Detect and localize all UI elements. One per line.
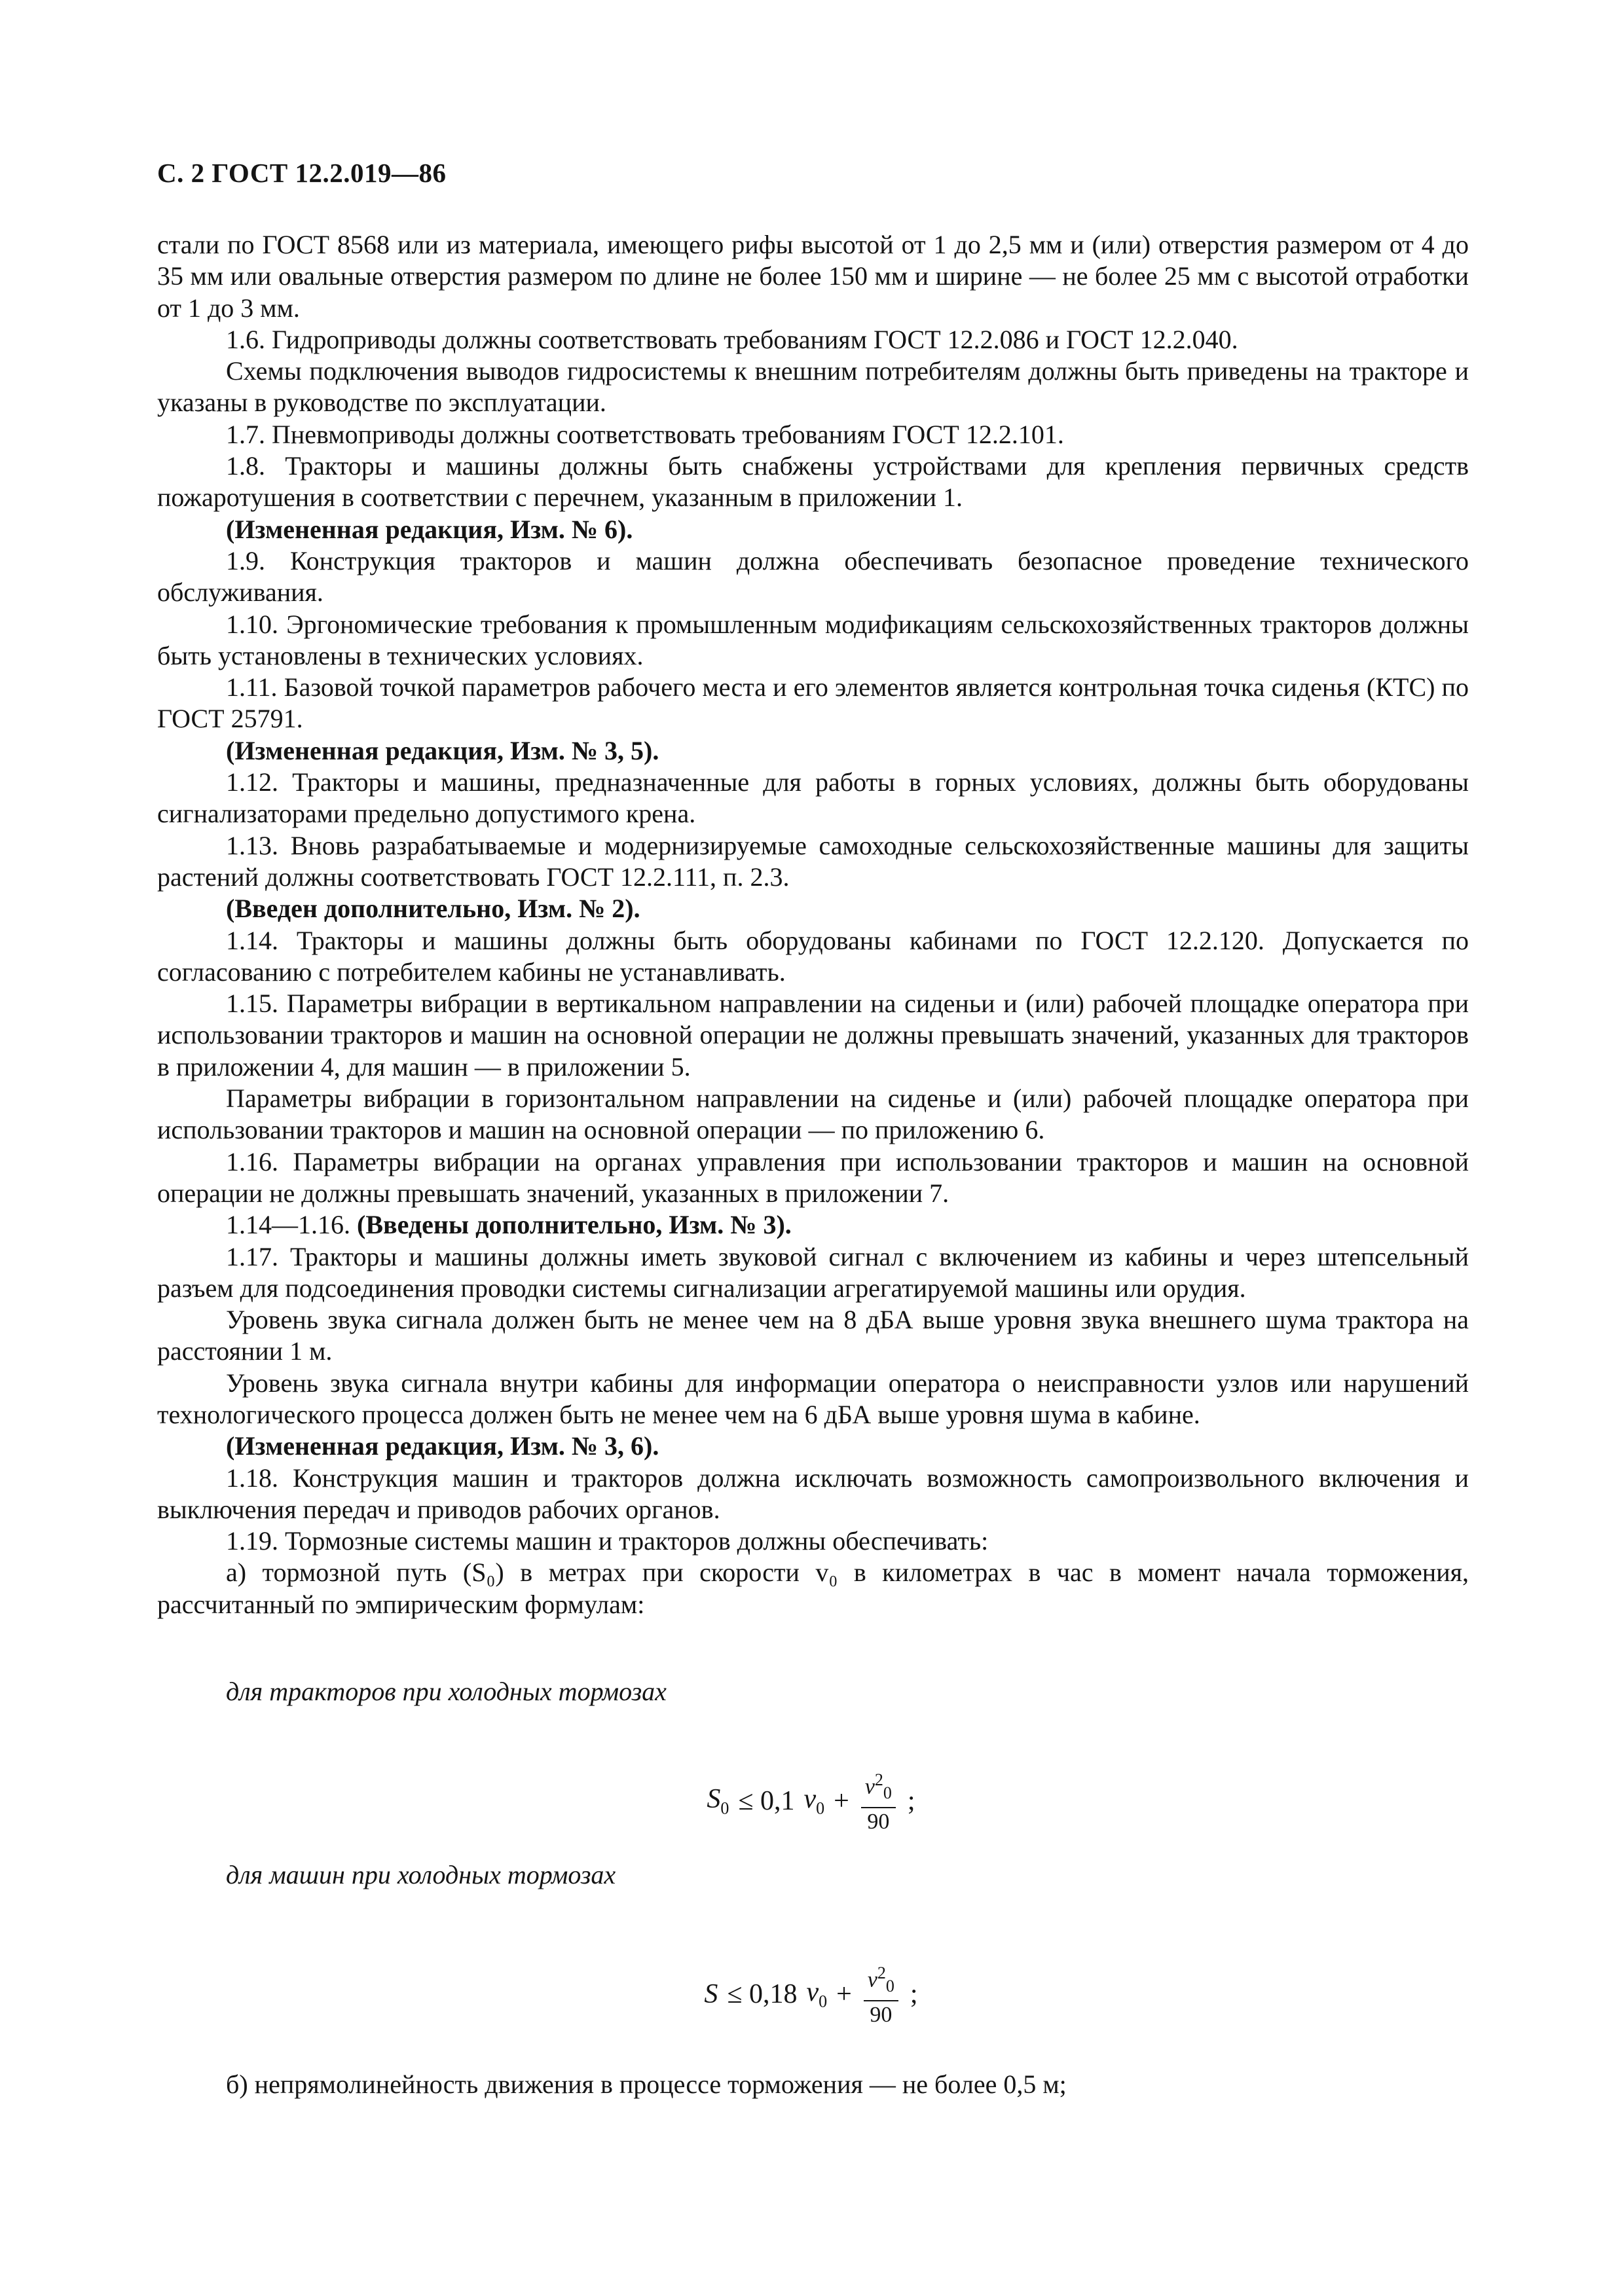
paragraph: Уровень звука сигнала должен быть не менее чем на 8 дБА выше уровня звука внешнего шума трактора на расстоянии 1 м. bbox=[157, 1305, 1469, 1366]
paragraph: 1.16. Параметры вибрации на органах управления при использовании тракторов и машин на основной операции не должны превышать значений, указанных в приложении 7. bbox=[157, 1146, 1469, 1208]
fraction: $\frac{v^2_0}{90}$ bbox=[861, 1768, 896, 1834]
paragraph: 1.15. Параметры вибрации в вертикальном направлении на сиденьи и (или) рабочей площадке оператора при использовании тракторов и машин на основной операции не должны превышать значений, указанных для тракторов в приложении 4, для машин — в приложении 5. bbox=[157, 989, 1469, 1082]
formula-caption: для тракторов при холодных тормозах bbox=[226, 1677, 667, 1706]
formula-machine: S ≤ 0,18 $v_0$ + $\frac{v^2_0}{90}$ ; bbox=[0, 1961, 1622, 2028]
paragraph: а) тормозной путь (S₀) в метрах при скорости v₀ в километрах в час в момент начала торможения, рассчитанный по эмпирическим формулам: bbox=[157, 1558, 1469, 1619]
paragraph: б) непрямолинейность движения в процессе торможения — не более 0,5 м; bbox=[226, 2069, 1067, 2099]
paragraph: 1.14. Тракторы и машины должны быть оборудованы кабинами по ГОСТ 12.2.120. Допускается по согласованию с потребителем кабины не устанавливать. bbox=[157, 925, 1469, 987]
amendment-note: (Измененная редакция, Изм. № 6). bbox=[226, 514, 633, 544]
paragraph: Параметры вибрации в горизонтальном направлении на сиденье и (или) рабочей площадке оператора при использовании тракторов и машин на основной операции — по приложению 6. bbox=[157, 1084, 1469, 1145]
paragraph: стали по ГОСТ 8568 или из материала, имеющего рифы высотой от 1 до 2,5 мм и (или) отверстия размером от 4 до 35 мм или овальные отверстия размером по длине не более 150 мм и ширине — не более 25 мм с высотой отработки от 1 до 3 мм. bbox=[157, 230, 1469, 323]
paragraph: 1.13. Вновь разрабатываемые и модернизируемые самоходные сельскохозяйственные машины для защиты растений должны соответствовать ГОСТ 12.2.111, п. 2.3. bbox=[157, 830, 1469, 892]
fraction: $\frac{v^2_0}{90}$ bbox=[864, 1961, 898, 2028]
amendment-note: (Введены дополнительно, Изм. № 3). bbox=[357, 1210, 792, 1240]
formula-caption: для машин при холодных тормозах bbox=[226, 1860, 616, 1889]
amendment-note: (Введен дополнительно, Изм. № 2). bbox=[226, 894, 640, 924]
page-header: С. 2 ГОСТ 12.2.019—86 bbox=[157, 158, 447, 188]
paragraph: 1.6. Гидроприводы должны соответствовать требованиям ГОСТ 12.2.086 и ГОСТ 12.2.040. bbox=[226, 324, 1238, 354]
paragraph: 1.12. Тракторы и машины, предназначенные для работы в горных условиях, должны быть оборудованы сигнализаторами предельно допустимого крена. bbox=[157, 767, 1469, 829]
paragraph: 1.8. Тракторы и машины должны быть снабжены устройствами для крепления первичных средств пожаротушения в соответствии с перечнем, указанным в приложении 1. bbox=[157, 451, 1469, 513]
paragraph: 1.19. Тормозные системы машин и тракторов должны обеспечивать: bbox=[226, 1526, 989, 1556]
amendment-note: (Измененная редакция, Изм. № 3, 5). bbox=[226, 735, 659, 765]
amendment-line bbox=[157, 1209, 1469, 1241]
paragraph: 1.9. Конструкция тракторов и машин должна обеспечивать безопасное проведение технического обслуживания. bbox=[157, 545, 1469, 608]
paragraph: 1.18. Конструкция машин и тракторов должна исключать возможность самопроизвольного включения и выключения передач и приводов рабочих органов. bbox=[157, 1463, 1469, 1524]
paragraph: Уровень звука сигнала внутри кабины для информации оператора о неисправности узлов или нарушений технологического процесса должен быть не менее чем на 6 дБА выше уровня шума в кабине. bbox=[157, 1368, 1469, 1429]
paragraph: 1.10. Эргономические требования к промышленным модификациям сельскохозяйственных тракторов должны быть установлены в технических условиях. bbox=[157, 609, 1469, 670]
paragraph: 1.11. Базовой точкой параметров рабочего места и его элементов является контрольная точка сиденья (КТС) по ГОСТ 25791. bbox=[157, 672, 1469, 734]
amendment-note: (Измененная редакция, Изм. № 3, 6). bbox=[226, 1431, 659, 1461]
formula-tractor: $S_0$ ≤ 0,1 $v_0$ + $\frac{v^2_0}{90}$ ; bbox=[0, 1768, 1622, 1834]
amendment-prefix: 1.14—1.16. bbox=[226, 1210, 357, 1240]
paragraph: 1.17. Тракторы и машины должны иметь звуковой сигнал с включением из кабины и через штепсельный разъем для подсоединения проводки системы сигнализации агрегатируемой машины или орудия. bbox=[157, 1241, 1469, 1303]
document-body bbox=[157, 229, 1469, 1620]
paragraph: 1.7. Пневмоприводы должны соответствовать требованиям ГОСТ 12.2.101. bbox=[226, 419, 1064, 449]
paragraph: Схемы подключения выводов гидросистемы к внешним потребителям должны быть приведены на тракторе и указаны в руководстве по эксплуатации. bbox=[157, 356, 1469, 418]
